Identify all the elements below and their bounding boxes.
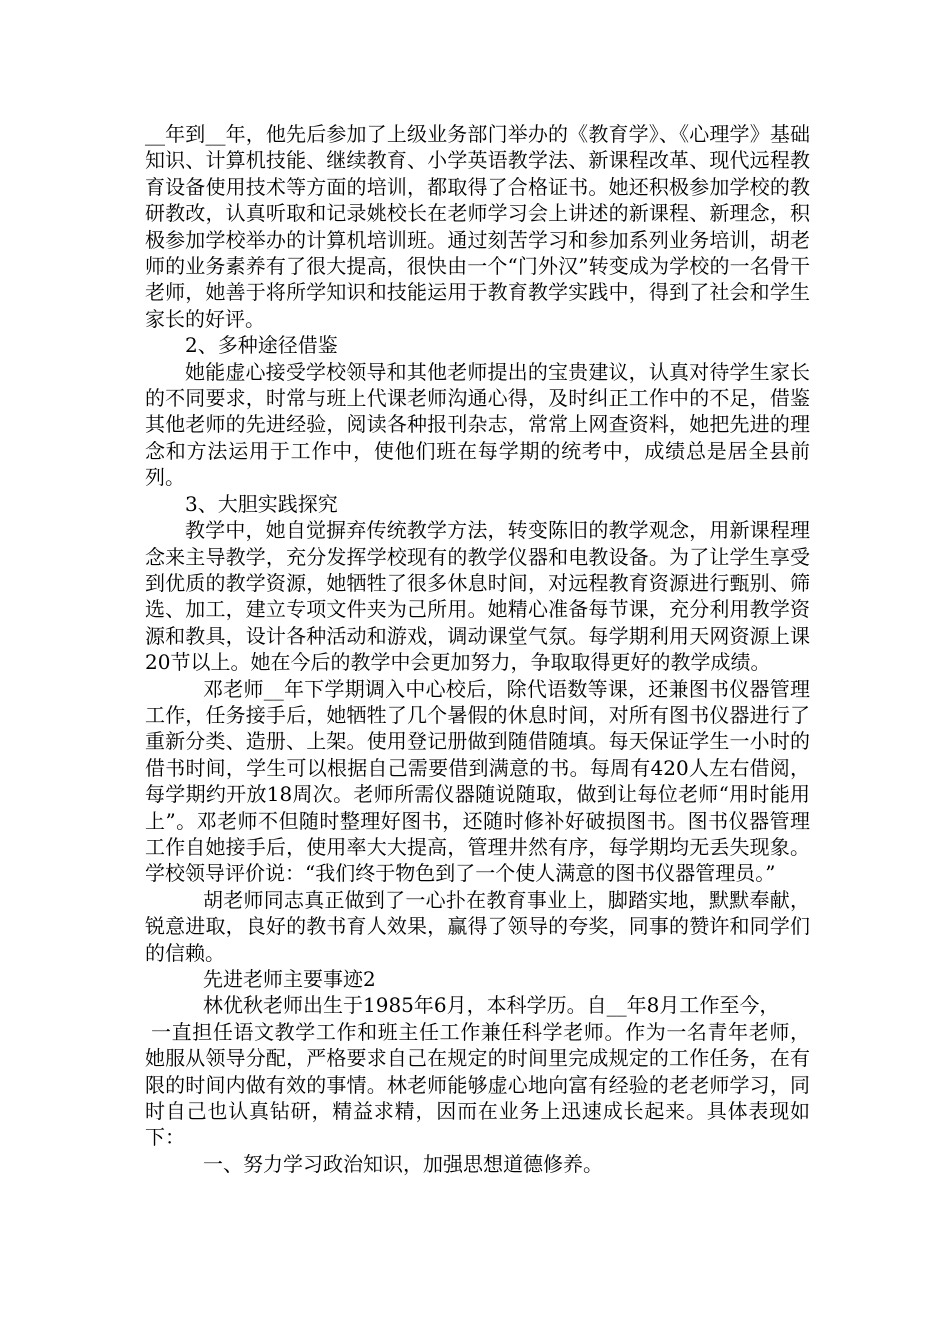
heading-political-study: 一、努力学习政治知识，加强思想道德修养。 bbox=[203, 1151, 603, 1176]
paragraph-teacher-duties: 一直担任语文教学工作和班主任工作兼任科学老师。作为一名青年老师，她服从领导分配，严格要求自己在规定的时间里完成规定的工作任务，在有限的时间内做有效的事情。林老师能够虚心地向富有经验的老老师学习，同时自己也认真钻研，精益求精，因而在业务上迅速成长起来。具体表现如下： bbox=[145, 1019, 810, 1150]
paragraph-summary: 胡老师同志真正做到了一心扑在教育事业上，脚踏实地，默默奉献，锐意进取，良好的教书育人效果，赢得了领导的夸奖，同事的赞许和同学们的信赖。 bbox=[145, 887, 810, 965]
paragraph-library-management: 邓老师__年下学期调入中心校后，除代语数等课，还兼图书仪器管理工作，任务接手后，她牺牲了几个暑假的休息时间，对所有图书仪器进行了重新分类、造册、上架。使用登记册做到随借随填。每天保证学生一小时的借书时间，学生可以根据自己需要借到满意的书。每周有420人左右借阅，每学期约开放18周次。老师所需仪器随说随取，做到让每位老师“用时能用上”。邓老师不但随时整理好图书，还随时修补好破损图书。图书仪器管理工作自她接手后，使用率大大提高，管理井然有序，每学期均无丢失现象。学校领导评价说：“我们终于物色到了一个使人满意的图书仪器管理员。” bbox=[145, 676, 810, 886]
section-title-deeds-2: 先进老师主要事迹2 bbox=[203, 967, 376, 991]
document-body bbox=[145, 121, 810, 1177]
paragraph-teaching-practice: 教学中，她自觉摒弃传统教学方法，转变陈旧的教学观念，用新课程理念来主导教学，充分发挥学校现有的教学仪器和电教设备。为了让学生享受到优质的教学资源，她牺牲了很多休息时间，对远程教育资源进行甄别、筛选、加工，建立专项文件夹为己所用。她精心准备每节课，充分利用教学资源和教具，设计各种活动和游戏，调动课堂气氛。每学期利用天网资源上课20节以上。她在今后的教学中会更加努力，争取取得更好的教学成绩。 bbox=[145, 518, 810, 675]
paragraph-learning-from-others: 她能虚心接受学校领导和其他老师提出的宝贵建议，认真对待学生家长的不同要求，时常与班上代课老师沟通心得，及时纠正工作中的不足，借鉴其他老师的先进经验，阅读各种报刊杂志，常常上网查资料，她把先进的理念和方法运用于工作中，使他们班在每学期的统考中，成绩总是居全县前列。 bbox=[145, 359, 810, 490]
heading-bold-practice: 3、大胆实践探究 bbox=[185, 491, 338, 516]
paragraph-training: __年到__年，他先后参加了上级业务部门举办的《教育学》、《心理学》基础知识、计算机技能、继续教育、小学英语教学法、新课程改革、现代远程教育设备使用技术等方面的培训，都取得了合格证书。她还积极参加学校的教研教改，认真听取和记录姚校长在老师学习会上讲述的新课程、新理念，积极参加学校举办的计算机培训班。通过刻苦学习和参加系列业务培训，胡老师的业务素养有了很大提高，很快由一个“门外汉”转变成为学校的一名骨干老师，她善于将所学知识和技能运用于教育教学实践中，得到了社会和学生家长的好评。 bbox=[145, 122, 810, 331]
heading-multiple-approaches: 2、多种途径借鉴 bbox=[185, 333, 338, 358]
paragraph-teacher-intro: 林优秋老师出生于1985年6月，本科学历。自__年8月工作至今， bbox=[203, 993, 780, 1018]
